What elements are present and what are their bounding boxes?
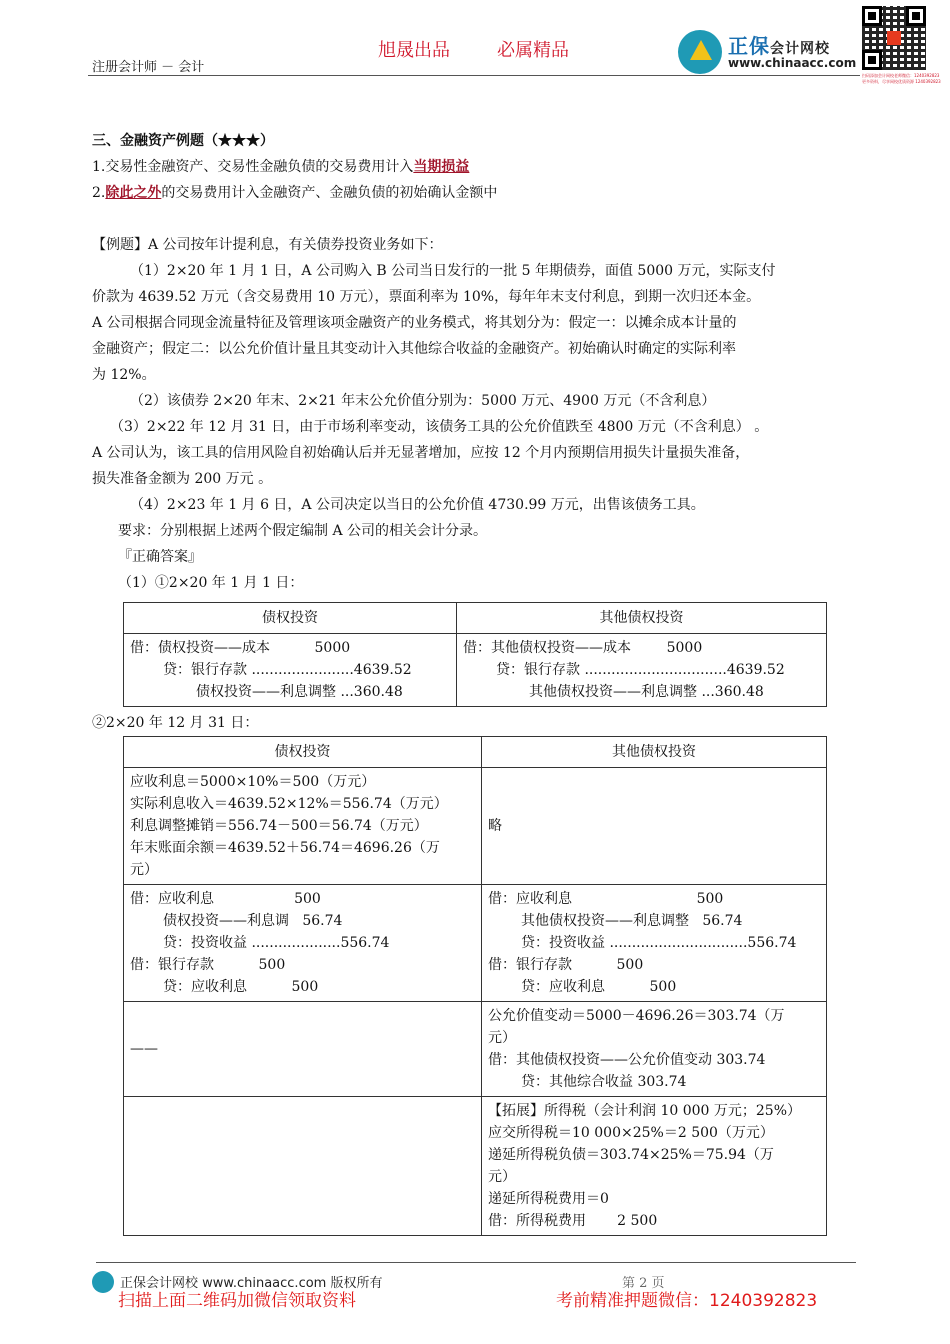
calc-line: 应收利息＝5000×10%＝500（万元）	[130, 774, 376, 790]
logo-sub: 会计网校	[770, 41, 830, 57]
requirement: 要求：分别根据上述两个假定编制 A 公司的相关会计分录。	[118, 523, 488, 539]
question-4: （4）2×23 年 1 月 6 日，A 公司决定以当日的公允价值 4730.99 万元，出售该债务工具。	[130, 497, 705, 513]
keyword-current-pl: 当期损益	[413, 159, 470, 175]
entry-line: 元）	[488, 1030, 516, 1046]
course-name: 注册会计师 － 会计	[92, 60, 205, 75]
question-3-line-3: 损失准备金额为 200 万元 。	[92, 471, 273, 487]
qr-caption-2: 更多资料，尽享网校优质资源 1240392823	[862, 79, 941, 84]
entry-line: 递延所得税负债＝303.74×25%＝75.94（万	[488, 1147, 774, 1163]
entry-line: 贷：投资收益 ...............................556.74	[521, 935, 797, 951]
question-3-line-2: A 公司认为，该工具的信用风险自初始确认后并无显著增加，应按 12 个月内预期信用损失计量损失准备，	[92, 445, 750, 461]
entry-line: 贷：应收利息 500	[163, 979, 319, 995]
table2-r2-left	[124, 885, 482, 1002]
entry-line: 借：其他债权投资——公允价值变动 303.74	[488, 1052, 766, 1068]
answer-step-2: ②2×20 年 12 月 31 日：	[92, 715, 259, 731]
entry-line: 借：应收利息 500	[130, 891, 321, 907]
promo-right: 考前精准押题微信：1240392823	[556, 1291, 818, 1311]
page-number: 第 2 页	[622, 1276, 665, 1291]
entry-line: 借：银行存款 500	[130, 957, 286, 973]
table2-head-left: 债权投资	[124, 737, 482, 768]
entry-line: 贷：银行存款 ................................4639.52	[496, 662, 785, 678]
calc-line: 年末账面余额＝4639.52＋56.74＝4696.26（万	[130, 840, 440, 856]
table1-head-left: 债权投资	[124, 603, 457, 634]
entry-line: 债权投资——利息调 56.74	[163, 913, 343, 929]
slogan-left: 旭晟出品	[378, 40, 450, 61]
entry-line: 递延所得税费用＝0	[488, 1191, 609, 1207]
table2-r3-right	[482, 1002, 827, 1097]
question-1-line-2: 价款为 4639.52 万元（含交易费用 10 万元），票面利率为 10%，每年年末支付利息，到期一次归还本金。	[92, 289, 761, 305]
entry-line: 元）	[488, 1169, 516, 1185]
entry-line: 贷：应收利息 500	[521, 979, 677, 995]
entry-line: 应交所得税＝10 000×25%＝2 500（万元）	[488, 1125, 774, 1141]
entry-line: 贷：银行存款 .......................4639.52	[163, 662, 412, 678]
section-title: 三、金融资产例题（★★★）	[92, 133, 274, 149]
table1-head-right: 其他债权投资	[457, 603, 827, 634]
journal-table-1	[123, 602, 827, 707]
footer-divider	[96, 1262, 856, 1263]
answer-step-1: （1）①2×20 年 1 月 1 日：	[118, 575, 304, 591]
footer-logo-icon	[92, 1271, 114, 1293]
point-2: 2.除此之外的交易费用计入金融资产、金融负债的初始确认金额中	[92, 185, 498, 201]
copyright: 正保会计网校 www.chinaacc.com 版权所有	[120, 1276, 383, 1291]
entry-line: 借：债权投资——成本 5000	[130, 640, 351, 656]
entry-line: 【拓展】所得税（会计利润 10 000 万元；25%）	[488, 1103, 802, 1119]
example-intro: 【例题】A 公司按年计提利息，有关债券投资业务如下：	[92, 237, 443, 253]
entry-line: 其他债权投资——利息调整 56.74	[521, 913, 743, 929]
entry-line: 公允价值变动＝5000－4696.26＝303.74（万	[488, 1008, 785, 1024]
logo-text	[728, 30, 830, 59]
logo-name: 正保	[728, 34, 770, 58]
table2-r1-right: 略	[482, 768, 827, 885]
question-1-line-4: 金融资产；假定二：以公允价值计量且其变动计入其他综合收益的金融资产。初始确认时确定的实际利率	[92, 341, 736, 357]
entry-line: 借：其他债权投资——成本 5000	[463, 640, 703, 656]
logo-url: www.chinaacc.com	[728, 56, 857, 70]
promo-left: 扫描上面二维码加微信领取资料	[118, 1291, 356, 1311]
slogan-right: 必属精品	[497, 40, 569, 61]
table2-r2-right	[482, 885, 827, 1002]
journal-table-2	[123, 736, 827, 1236]
entry-line: 其他债权投资——利息调整 ...360.48	[529, 684, 764, 700]
calc-line: 实际利息收入＝4639.52×12%＝556.74（万元）	[130, 796, 448, 812]
logo-icon	[678, 30, 722, 74]
chinaacc-logo	[678, 28, 858, 76]
header-divider	[88, 75, 860, 76]
table2-head-right: 其他债权投资	[482, 737, 827, 768]
calc-line: 元）	[130, 862, 158, 878]
keyword-other: 除此之外	[105, 185, 162, 201]
table2-r4-left	[124, 1097, 482, 1236]
table2-r3-left: ——	[124, 1002, 482, 1097]
example-body	[92, 232, 862, 596]
table1-right-cell	[457, 634, 827, 707]
calc-line: 利息调整摊销＝556.74－500＝56.74（万元）	[130, 818, 428, 834]
entry-line: 借：应收利息 500	[488, 891, 724, 907]
answer-label: 『正确答案』	[118, 549, 202, 565]
table1-left-cell	[124, 634, 457, 707]
point-1: 1.交易性金融资产、交易性金融负债的交易费用计入当期损益	[92, 159, 470, 175]
table2-r1-left	[124, 768, 482, 885]
question-1-line-5: 为 12%。	[92, 367, 156, 383]
entry-line: 贷：其他综合收益 303.74	[521, 1074, 687, 1090]
question-1: （1）2×20 年 1 月 1 日，A 公司购入 B 公司当日发行的一批 5 年期债券，面值 5000 万元，实际支付	[130, 263, 776, 279]
question-1-line-3: A 公司根据合同现金流量特征及管理该项金融资产的业务模式，将其划分为：假定一：以摊余成本计量的	[92, 315, 737, 331]
entry-line: 债权投资——利息调整 ...360.48	[196, 684, 403, 700]
entry-line: 贷：投资收益 ....................556.74	[163, 935, 390, 951]
section-body	[92, 128, 862, 206]
qr-caption-1: 扫码添加会计网校老师微信：1240392823	[862, 73, 940, 78]
question-2: （2）该债券 2×20 年末、2×21 年末公允价值分别为：5000 万元、4900 万元（不含利息）	[130, 393, 716, 409]
table2-r4-right	[482, 1097, 827, 1236]
entry-line: 借：银行存款 500	[488, 957, 644, 973]
question-3: （3）2×22 年 12 月 31 日，由于市场利率变动，该债务工具的公允价值跌至 4800 万元（不含利息） 。	[110, 419, 769, 435]
entry-line: 借：所得税费用 2 500	[488, 1213, 658, 1229]
qr-code	[862, 6, 941, 96]
